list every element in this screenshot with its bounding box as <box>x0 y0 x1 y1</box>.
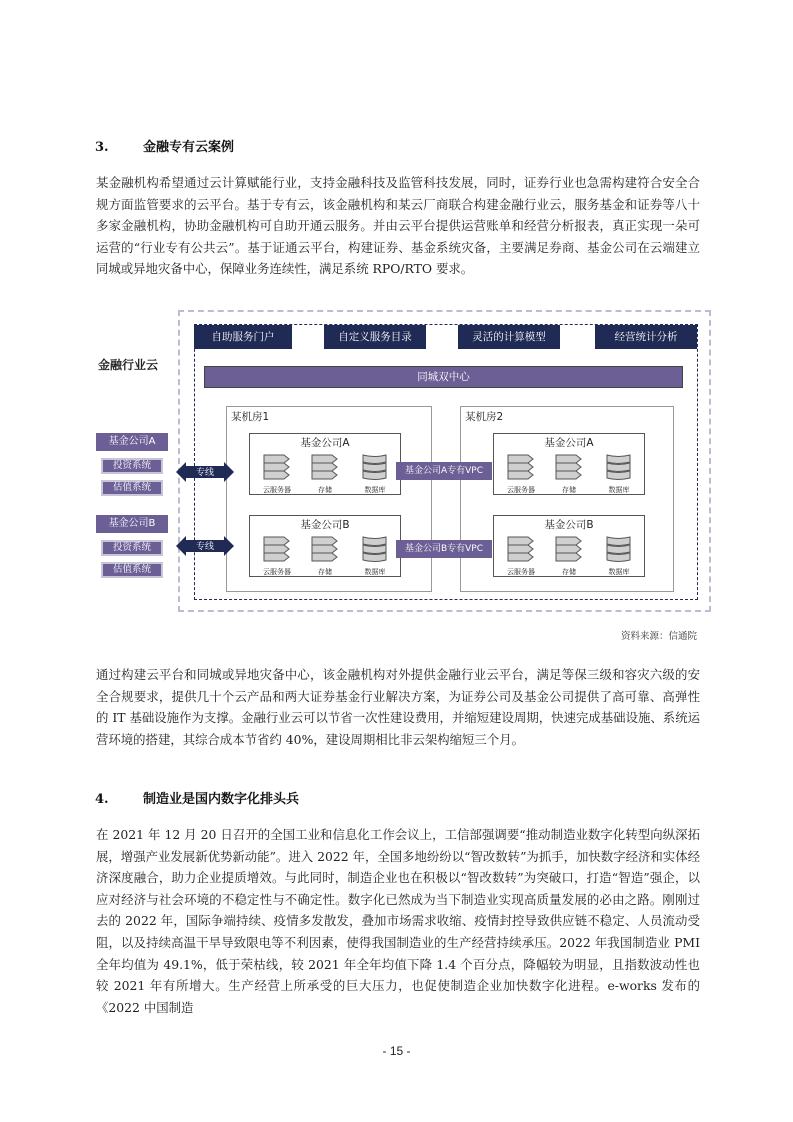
vpc-b-link: 基金公司B专有VPC <box>396 540 492 558</box>
page-number: - 15 - <box>382 1044 411 1058</box>
left-company-b: 基金公司B <box>96 515 168 533</box>
dedicated-line-label-b: 专线 <box>195 542 214 552</box>
vpc-a-link: 基金公司A专有VPC <box>396 462 492 480</box>
storage-icon <box>554 452 584 482</box>
database-label: 数据库 <box>608 568 630 576</box>
fund-b-title: 基金公司B <box>544 519 594 531</box>
room-1-fund-b <box>249 515 401 577</box>
storage-icon <box>554 534 584 564</box>
cloud-server-icon <box>506 534 536 564</box>
section-3-paragraph-1: 某金融机构希望通过云计算赋能行业，支持金融科技及监管科技发展，同时，证券行业也急需构建符合安全合规方面监管要求的云平台。基于专有云，该金融机构和某云厂商联合构建金融行业云，服务基金和证券等八十多家金融机构，协助金融机构可自助开通云服务。并由云平台提供运营账单和经营分析报表，真正实现一朵可运营的“行业专有公共云”。基于证通云平台，构建证券、基金系统灾备，主要满足券商、基金公司在云端建立同城或异地灾备中心，保障业务连续性，满足系统 RPO/RTO 要求。 <box>96 175 700 277</box>
dedicated-line-label-a: 专线 <box>195 468 214 478</box>
room-2-fund-a <box>493 433 645 495</box>
database-icon <box>360 452 390 482</box>
section-4-number: 4. <box>95 792 109 807</box>
company-b-valuation-system: 估值系统 <box>101 562 163 578</box>
room-1 <box>226 406 432 592</box>
storage-label: 存储 <box>318 486 332 494</box>
cloud-server-icon <box>262 452 292 482</box>
database-icon <box>604 534 634 564</box>
cloud-server-label: 云服务器 <box>263 486 291 494</box>
figure-source: 资料来源：信通院 <box>620 631 697 642</box>
storage-label: 存储 <box>318 568 332 576</box>
company-a-investment-system: 投资系统 <box>101 458 163 474</box>
cloud-label: 金融行业云 <box>98 358 159 372</box>
left-company-a: 基金公司A <box>96 433 168 451</box>
section-4-heading <box>95 788 299 807</box>
room-1-fund-a <box>249 433 401 495</box>
service-compute-model: 灵活的计算模型 <box>458 325 560 349</box>
room-2-fund-b <box>493 515 645 577</box>
storage-label: 存储 <box>562 568 576 576</box>
database-label: 数据库 <box>364 486 386 494</box>
section-3-title: 金融专有云案例 <box>143 140 235 155</box>
cloud-server-icon <box>506 452 536 482</box>
company-b-investment-system: 投资系统 <box>101 540 163 556</box>
storage-icon <box>310 452 340 482</box>
cloud-server-label: 云服务器 <box>263 568 291 576</box>
cloud-server-icon <box>262 534 292 564</box>
dual-center-bar: 同城双中心 <box>204 366 683 388</box>
room-2-title: 某机房2 <box>465 411 504 423</box>
section-4-title: 制造业是国内数字化排头兵 <box>143 792 300 807</box>
section-3-number: 3. <box>95 140 109 155</box>
section-3-paragraph-2: 通过构建云平台和同城或异地灾备中心，该金融机构对外提供金融行业云平台，满足等保三级和容灾六级的安全合规要求，提供几十个云产品和两大证券基金行业解决方案，为证券公司及基金公司提供了高可靠、高弹性的 IT 基础设施作为支撑。金融行业云可以节省一次性建设费用，并缩短建设周期，快速完成基础设施、系统运营环境的搭建，其综合成本节省约 40%，建设周期相比非云架构缩短三个月。 <box>96 667 700 747</box>
service-custom-catalog: 自定义服务目录 <box>324 325 426 349</box>
room-1-title: 某机房1 <box>231 411 270 423</box>
finance-cloud-diagram <box>96 306 716 618</box>
database-icon <box>360 534 390 564</box>
section-4-paragraph: 在 2021 年 12 月 20 日召开的全国工业和信息化工作会议上，工信部强调要“推动制造业数字化转型向纵深拓展，增强产业发展新优势新动能”。进入 2022 年，全国多地纷纷以“智改数转”为抓手，加快数字经济和实体经济深度融合，助力企业提质增效。与此同时，制造企业也在积极以“智改数转”为突破口，打造“智造”强企，以应对经济与社会环境的不稳定性与不确定性。数字化已然成为当下制造业实现高质量发展的必由之路。刚刚过去的 2022 年，国际争端持续、疫情多发散发，叠加市场需求收缩、疫情封控导致供应链不稳定、人员流动受阻，以及持续高温干旱导致限电等不利因素，使得我国制造业的生产经营持续承压。2022 年我国制造业 PMI 全年均值为 49.1%，低于荣枯线，较 2021 年全年均值下降 1.4 个百分点，降幅较为明显，且指数波动性也较 2021 年有所增大。生产经营上所承受的巨大压力，也促使制造企业加快数字化进程。e-works 发布的《2022 中国制造 <box>96 827 700 1015</box>
fund-a-title: 基金公司A <box>544 437 594 449</box>
database-label: 数据库 <box>608 486 630 494</box>
company-a-valuation-system: 估值系统 <box>101 480 163 496</box>
storage-icon <box>310 534 340 564</box>
database-icon <box>604 452 634 482</box>
cloud-server-label: 云服务器 <box>507 486 535 494</box>
cloud-server-label: 云服务器 <box>507 568 535 576</box>
database-label: 数据库 <box>364 568 386 576</box>
fund-b-title: 基金公司B <box>300 519 350 531</box>
room-2 <box>460 406 674 592</box>
section-3-heading <box>95 136 234 155</box>
storage-label: 存储 <box>562 486 576 494</box>
fund-a-title: 基金公司A <box>300 437 350 449</box>
service-business-analytics: 经营统计分析 <box>595 325 697 349</box>
service-self-portal: 自助服务门户 <box>194 325 292 349</box>
